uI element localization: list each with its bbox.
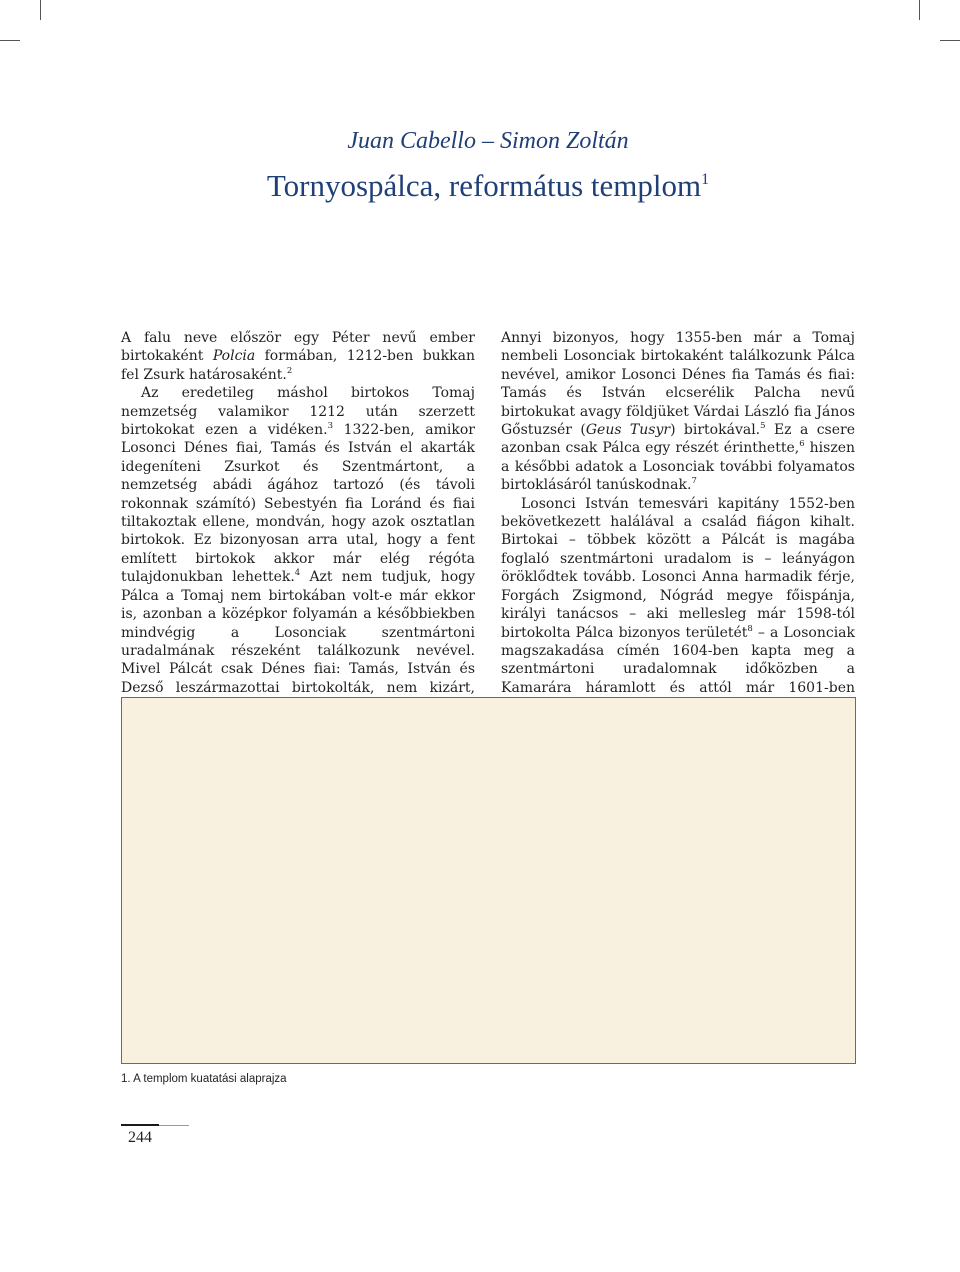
page-number-bar <box>121 1124 159 1126</box>
crop-mark <box>919 0 920 20</box>
italic-text: Polcia <box>212 348 256 365</box>
crop-mark <box>940 40 960 41</box>
title-text: Tornyospálca, református templom <box>266 168 702 203</box>
footnote-ref: 3 <box>327 421 333 432</box>
text-span: Losonci István temesvári kapitány 1552-ben bekövetkezett halálával a család fiágon kihalt. Birtokai – többek között a Pálcát is magába foglaló szentmártoni uradalom is – leányágon öröklődtek tovább. Losonci Anna harmadik férje, Forgách Zsigmond, Nógrád megye főispánja, királyi tanácsos – aki mellesleg már 1598-tól birtokolta Pálca bizonyos területét <box>501 495 855 641</box>
text-span: Az eredetileg máshol birtokos Tomaj nemzetség valamikor 1212 után szerzett birtokokat ezen a vidéken. <box>121 385 475 439</box>
figure-caption: 1. A templom kuatatási alaprajza <box>121 1073 287 1085</box>
text-column-right <box>501 329 855 716</box>
text-span: hiszen a későbbi adatok a Losonciak további folyamatos birtoklásáról tanúskodnak. <box>501 440 855 494</box>
author-line: Juan Cabello – Simon Zoltán <box>347 128 629 154</box>
text-span: Azt nem tudjuk, hogy Pálca a Tomaj nem birtokában volt-e már ekkor is, azonban a középkor folyamán a későbbiekben mindvégig a Losonciak szentmártoni uradalmának részeként találkozunk nevével. Mivel Pálcát csak Dénes fiai: Tamás, István és Dezső leszármazottai birtokolták, nem kizárt, <box>121 569 475 696</box>
crop-mark <box>0 40 20 41</box>
text-span: – a Losonciak magszakadása címén 1604-ben kapta meg a szentmártoni uradalomnak időközben a Kamarára háramlott és attól már 1601-ben <box>501 624 855 696</box>
footnote-ref: 7 <box>691 476 697 487</box>
text-span: 1322-ben, amikor Losonci Dénes fiai, Tamás és István el akarták idegeníteni Zsurkot és Szentmártont, a nemzetség abádi ágához tartozó (és távoli rokonnak számító) Sebestyén fia Loránd és fiai tiltakoztak ellene, mondván, hogy azok osztatlan birtokok. Ez bizonyosan arra utal, hogy a fent említett birtokok akkor már elég régóta tulajdonukban lehettek. <box>121 422 475 586</box>
italic-text: Geus Tusyr <box>585 422 671 439</box>
paragraph <box>121 329 475 384</box>
text-span: A falu neve először egy Péter nevű ember birtokaként <box>121 330 475 365</box>
text-span: Annyi bizonyos, hogy 1355-ben már a Tomaj nembeli Losonciak birtokaként találkozunk Pálca nevével, amikor Losonci Dénes fia Tamás és fiai: Tamás és István elcserélik Palcha nevű birtokukat avagy földjüket Várdai László fia János Gőstuzsér ( <box>501 330 855 439</box>
footnote-ref: 5 <box>760 421 766 432</box>
page-title <box>0 168 960 204</box>
paragraph <box>121 384 475 734</box>
paragraph <box>501 329 855 495</box>
page-number: 244 <box>128 1129 152 1146</box>
crop-mark <box>40 0 41 20</box>
paragraph <box>501 495 855 716</box>
text-span: formában, 1212-ben bukkan fel Zsurk határosaként. <box>121 348 475 383</box>
footnote-ref: 6 <box>799 439 805 450</box>
footnote-ref: 8 <box>747 623 753 634</box>
footnote-ref: 1 <box>701 171 710 188</box>
text-span: ) birtokával. <box>670 422 761 439</box>
figure-placeholder <box>121 697 856 1064</box>
footnote-ref: 4 <box>294 568 301 579</box>
text-span: Ez a csere azonban csak Pálca egy részét érinthette, <box>501 422 855 457</box>
text-column-left <box>121 329 475 734</box>
footnote-ref: 2 <box>286 365 293 376</box>
